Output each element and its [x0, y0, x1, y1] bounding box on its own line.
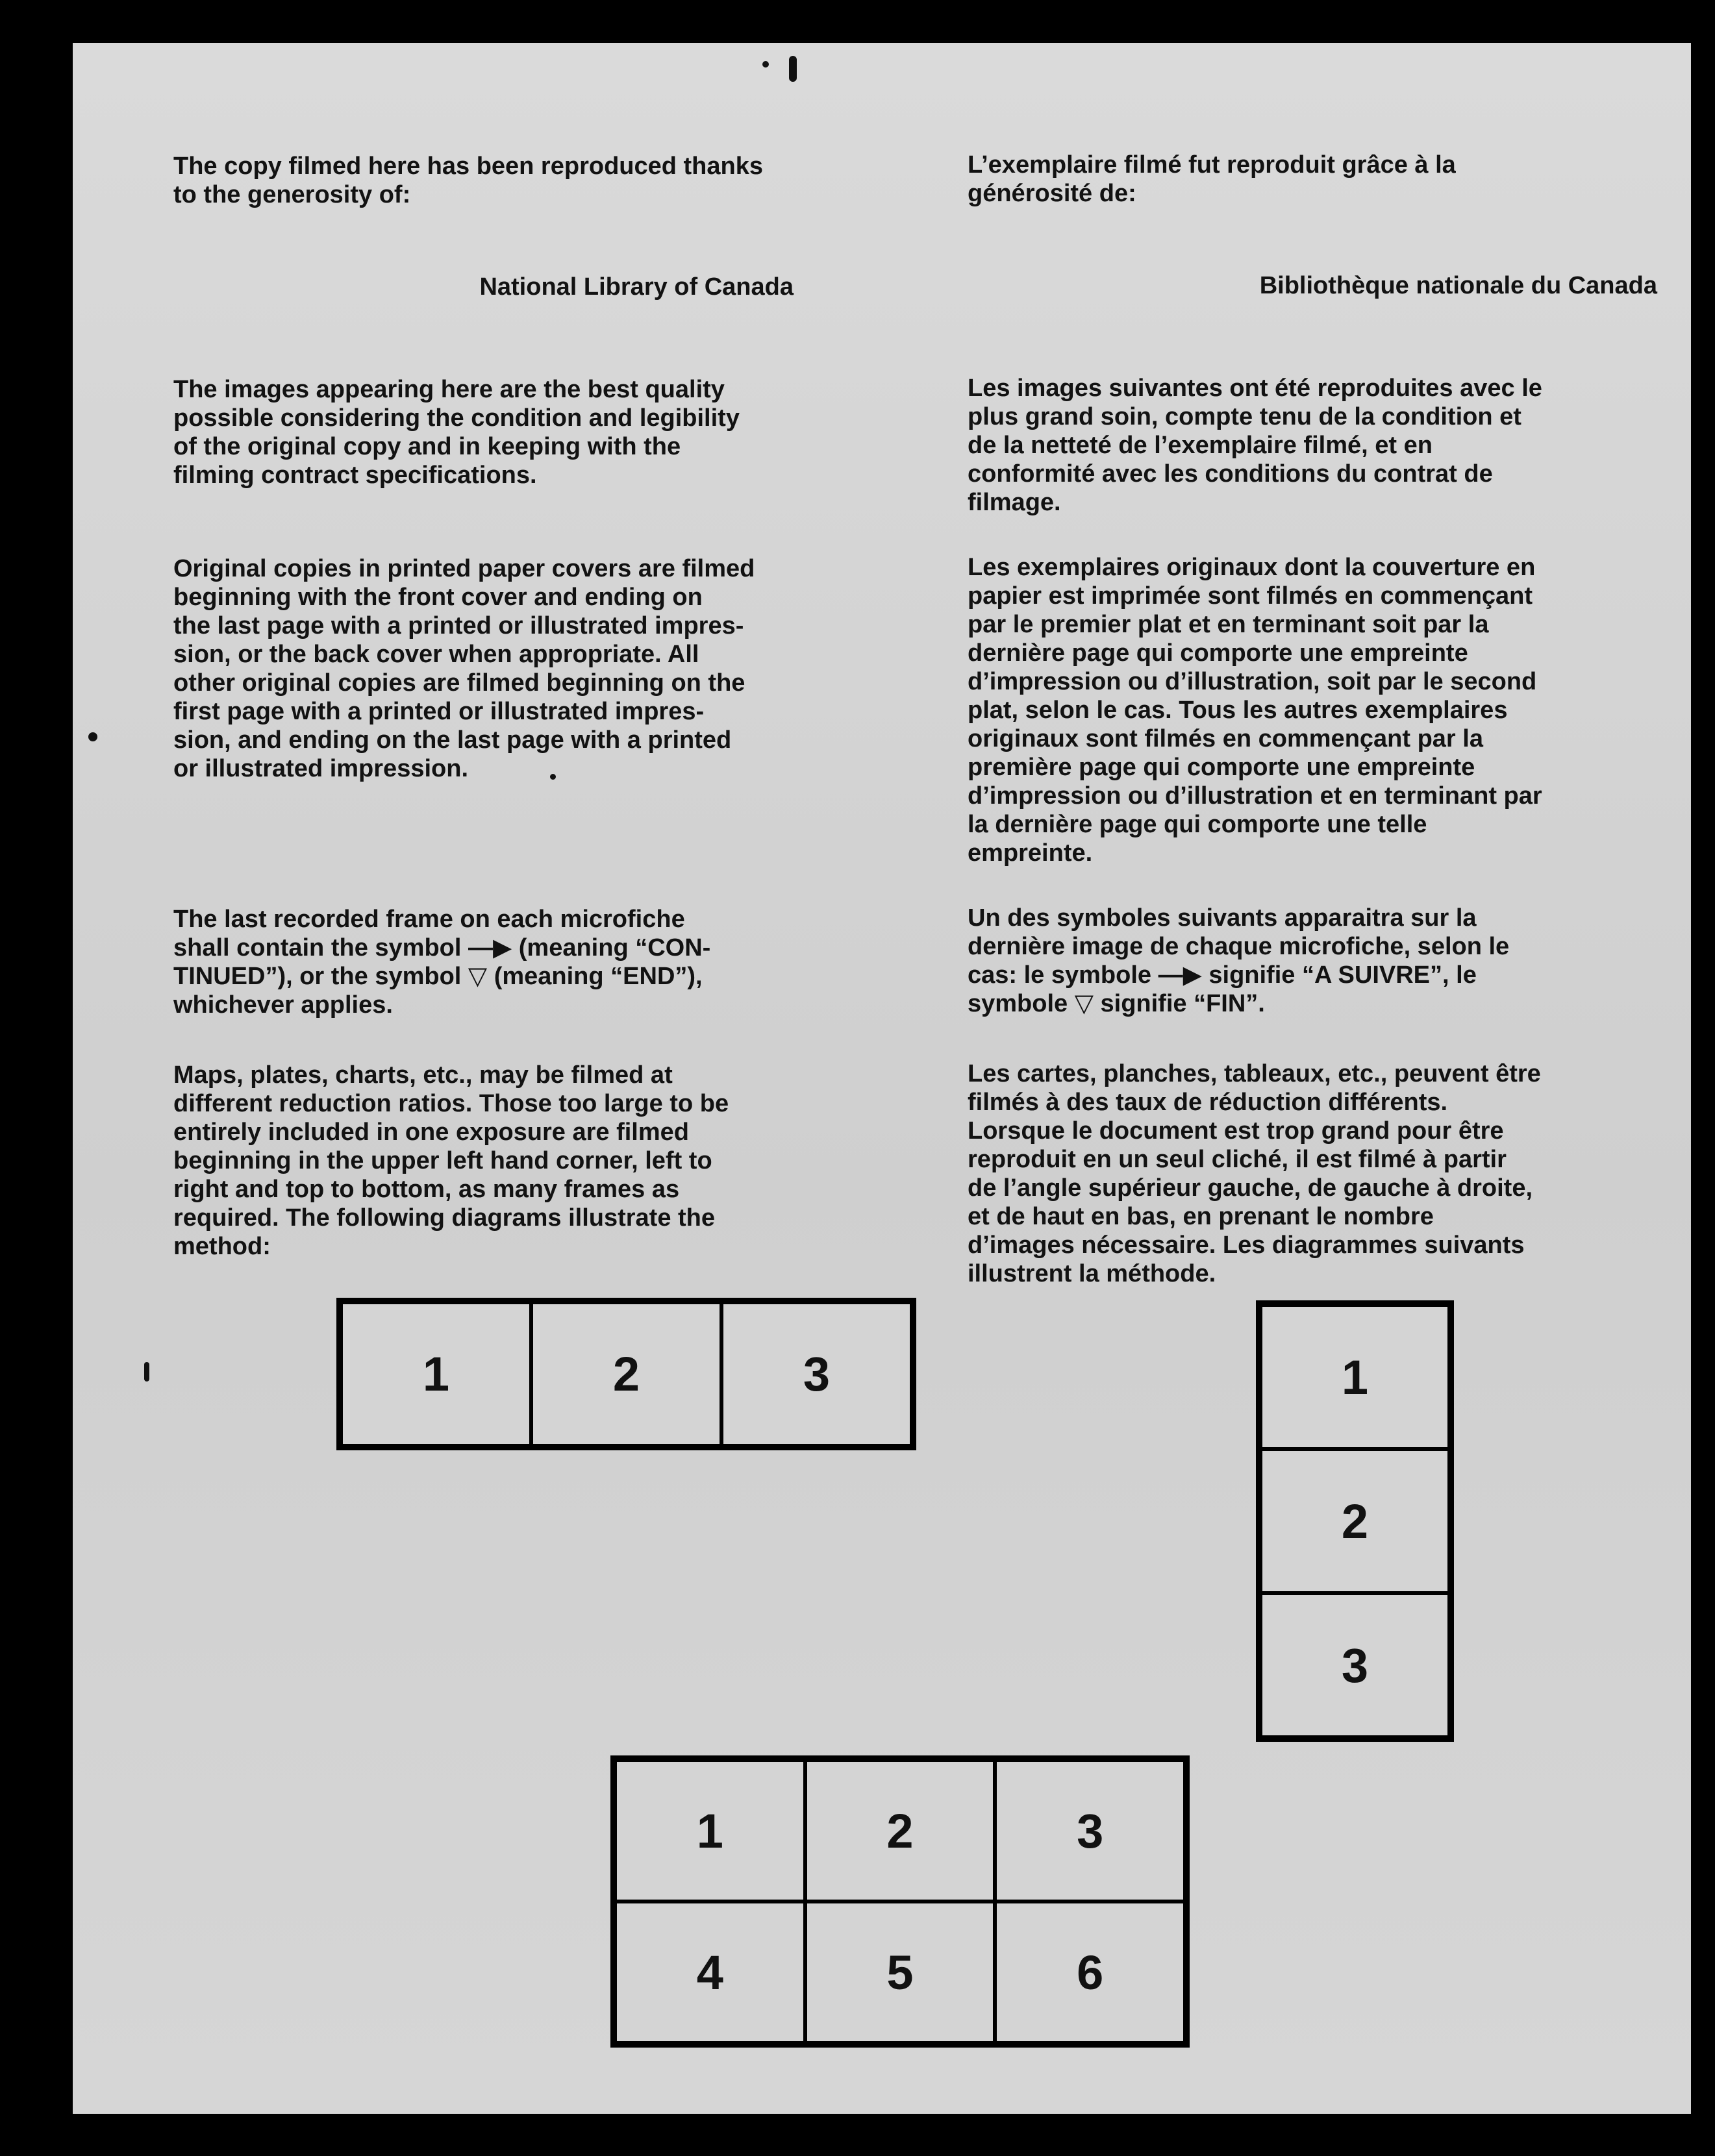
frame-cell: 6 [995, 1902, 1185, 2043]
frame-cell: 3 [995, 1760, 1185, 1902]
symbols-paragraph-fr: Un des symboles suivants apparaitra sur la dernière image de chaque microfiche, selon le cas: le symbole —▶ signifie “A SUIVRE”, le symbole ▽ signifie “FIN”. [968, 904, 1510, 1017]
scan-speck [762, 61, 769, 68]
frame-cell: 4 [615, 1902, 805, 2043]
maps-paragraph-en: Maps, plates, charts, etc., may be filmed at different reduction ratios. Those too large to be entirely included in one exposure are filmed beginning in the upper left hand corner, left to right and top to bottom, as many frames as required. The following diagrams illustrate the method: [173, 1061, 729, 1260]
frame-cell: 3 [1260, 1593, 1449, 1737]
library-name-fr: Bibliothèque nationale du Canada [1259, 272, 1657, 299]
filmed-page [73, 43, 1691, 2114]
frame-cell: 1 [341, 1302, 531, 1446]
credit-text-fr: L’exemplaire filmé fut reproduit grâce à la générosité de: [968, 151, 1456, 207]
original-copies-paragraph-fr: Les exemplaires originaux dont la couverture en papier est imprimée sont filmés en commençant par le premier plat et en terminant soit par la dernière page qui comporte une empreinte d’impression ou d’illustration, soit par le second plat, selon le cas. Tous les autres exemplaires originaux sont filmés en commençant par la première page qui comporte une empreinte d’impression ou d’illustration et en terminant par la dernière page qui comporte une telle empreinte. [968, 554, 1542, 867]
frame-cell: 2 [805, 1760, 995, 1902]
scan-speck [88, 732, 97, 741]
scan-speck [789, 56, 797, 82]
quality-paragraph-fr: Les images suivantes ont été reproduites avec le plus grand soin, compte tenu de la condition et de la netteté de l’exemplaire filmé, et en conformité avec les conditions du contrat de filmage. [968, 375, 1542, 516]
scan-speck [550, 774, 556, 780]
credit-text-en: The copy filmed here has been reproduced thanks to the generosity of: [173, 153, 764, 208]
scan-speck [144, 1362, 149, 1382]
frame-cell: 5 [805, 1902, 995, 2043]
maps-paragraph-fr: Les cartes, planches, tableaux, etc., peuvent être filmés à des taux de réduction différents. Lorsque le document est trop grand pour être reproduit en un seul cliché, il est filmé à partir de l’angle supérieur gauche, de gauche à droite, et de haut en bas, en prenant le nombre d’images nécessaire. Les diagrammes suivants illustrent la méthode. [968, 1060, 1541, 1287]
symbols-paragraph-en: The last recorded frame on each microfiche shall contain the symbol —▶ (meaning “CON- TINUED”), or the symbol ▽ (meaning “END”), whichever applies. [173, 906, 711, 1019]
frame-cell: 2 [531, 1302, 721, 1446]
original-copies-paragraph-en: Original copies in printed paper covers are filmed beginning with the front cover and ending on the last page with a printed or illustrated impres- sion, or the back cover when appropriate. All other original copies are filmed beginning on the first page with a printed or illustrated impres- sion, and ending on the last page with a printed or illustrated impression. [173, 555, 755, 782]
diagram-vertical [1256, 1300, 1454, 1742]
diagram-grid [610, 1755, 1190, 2048]
frame-cell: 2 [1260, 1449, 1449, 1593]
frame-cell: 3 [721, 1302, 912, 1446]
frame-cell: 1 [1260, 1305, 1449, 1449]
library-name-en: National Library of Canada [479, 273, 794, 301]
diagram-horizontal [336, 1298, 916, 1450]
frame-cell: 1 [615, 1760, 805, 1902]
quality-paragraph-en: The images appearing here are the best quality possible considering the condition and legibility of the original copy and in keeping with the filming contract specifications. [173, 376, 740, 489]
